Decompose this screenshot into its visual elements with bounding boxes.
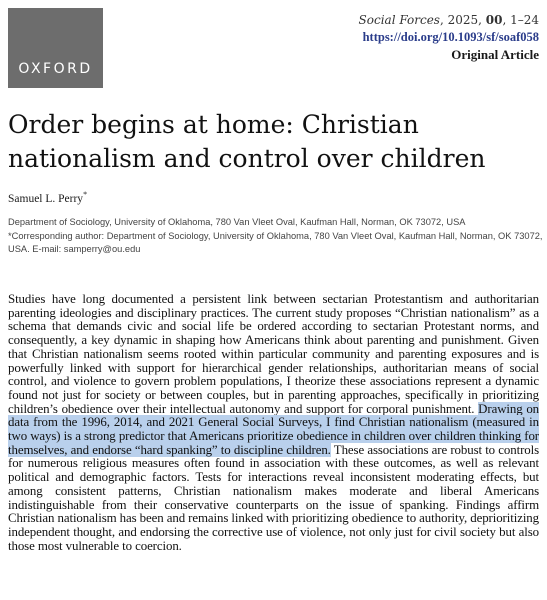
highlighted-text[interactable]: Drawing on data from the 1996, 2014, and 2021 General Social Surveys, I find Christian nationalism (measured in two ways) is a strong predictor that Americans prioritize obedience in children over children thinking for themselves, and endorse “hard spanking” to discipline children. bbox=[8, 401, 540, 457]
publisher-logo-text: OXFORD bbox=[18, 61, 93, 77]
journal-volume: 00 bbox=[485, 13, 503, 27]
abstract bbox=[8, 293, 539, 553]
journal-name: Social Forces bbox=[358, 13, 440, 27]
corresponding-author: *Corresponding author: Department of Sociology, University of Oklahoma, 780 Van Vleet Oval, Kaufman Hall, Norman, OK 73072, USA. E-mail: samperry@ou.edu bbox=[8, 230, 543, 254]
publisher-logo bbox=[8, 8, 103, 88]
doi-link[interactable]: https://doi.org/10.1093/sf/soaf058 bbox=[362, 30, 539, 44]
journal-year: , 2025, bbox=[439, 13, 486, 27]
journal-pages: , 1–24 bbox=[502, 13, 539, 27]
affiliations bbox=[8, 216, 543, 257]
author-line bbox=[8, 190, 87, 205]
abstract-text-1: Studies have long documented a persistent link between sectarian Protestantism and authoritarian parenting ideologies and disciplinary practices. The current study proposes “Christian nationalism” as a schema that demands civic and social life be ordered according to sectarian Protestant norms, and consequently, a key dynamic in shaping how Americans think about parenting and punishment. Given that Christian nationalism seems rooted within particular community and parenting exposures and is powerfully linked with support for hierarchical gender relationships, authoritarian means of social control, and violence to govern problem populations, I theorize these associations represent a dynamic found not just for society or between couples, but in parenting approaches, specifically in prioritizing children’s obedience over their intellectual autonomy and support for corporal punishment. bbox=[8, 292, 539, 416]
journal-meta bbox=[359, 12, 539, 63]
journal-citation bbox=[359, 12, 539, 29]
author-mark: * bbox=[83, 190, 88, 199]
author-name[interactable]: Samuel L. Perry bbox=[8, 192, 84, 205]
affiliation: Department of Sociology, University of Oklahoma, 780 Van Vleet Oval, Kaufman Hall, Norman, OK 73072, USA bbox=[8, 217, 466, 227]
article-title: Order begins at home: Christian nationalism and control over children bbox=[8, 110, 486, 173]
article-type: Original Article bbox=[451, 47, 539, 62]
abstract-text-2: These associations are robust to controls for numerous religious measures often found in association with these outcomes, as well as relevant political and demographic factors. Tests for interactions reveal inconsistent moderating effects, but among consistent patterns, Christian nationalism makes moderate and liberal Americans indistinguishable from their conservative counterparts on the issue of spanking. Findings affirm Christian nationalism has been and remains linked with prioritizing obedience to authority, deprioritizing independent thought, and endorsing the corrective use of violence, not only just for civil society but also those most vulnerable to coercion. bbox=[8, 442, 539, 553]
